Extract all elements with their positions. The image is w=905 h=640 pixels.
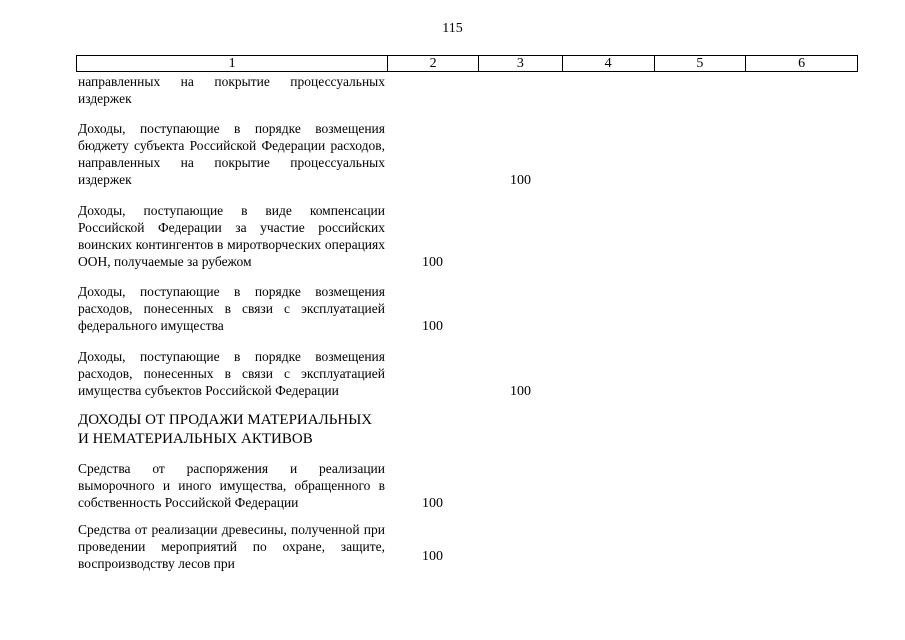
- table-row-value-col2: 100: [422, 255, 443, 270]
- table-row-text: Средства от реализации древесины, полученной при проведении мероприятий по охране, защите, воспроизводству лесов при: [78, 522, 385, 571]
- column-header-3: 3: [479, 56, 563, 71]
- table-header: [76, 55, 858, 72]
- table-row-text: Доходы, поступающие в порядке возмещения расходов, понесенных в связи с эксплуатацией имущества субъектов Российской Федерации: [78, 349, 385, 398]
- table-row-value-col2: 100: [422, 319, 443, 334]
- column-header-4: 4: [563, 56, 655, 71]
- column-header-1: 1: [77, 56, 388, 71]
- table-row-value-col3: 100: [510, 173, 531, 188]
- table-row-text: Доходы, поступающие в порядке возмещения бюджету субъекта Российской Федерации расходов, направленных на покрытие процессуальных издержек: [78, 121, 385, 187]
- column-header-6: 6: [798, 56, 806, 71]
- column-header-2: 2: [388, 56, 479, 71]
- table-row-value-col2: 100: [422, 496, 443, 511]
- column-header-5: 5: [655, 56, 747, 71]
- section-heading: ДОХОДЫ ОТ ПРОДАЖИ МАТЕРИАЛЬНЫХ И НЕМАТЕРИАЛЬНЫХ АКТИВОВ: [78, 412, 373, 447]
- table-row-value-col2: 100: [422, 549, 443, 564]
- table-row-text: Средства от распоряжения и реализации выморочного и иного имущества, обращенного в собственность Российской Федерации: [78, 461, 385, 510]
- table-row-text: Доходы, поступающие в порядке возмещения расходов, понесенных в связи с эксплуатацией федерального имущества: [78, 284, 385, 333]
- table-row-text: Доходы, поступающие в виде компенсации Российской Федерации за участие российских воинских контингентов в миротворческих операциях ООН, получаемые за рубежом: [78, 203, 385, 269]
- table-row-value-col3: 100: [510, 384, 531, 399]
- page-number: 115: [442, 21, 463, 36]
- table-row-text: направленных на покрытие процессуальных издержек: [78, 74, 385, 106]
